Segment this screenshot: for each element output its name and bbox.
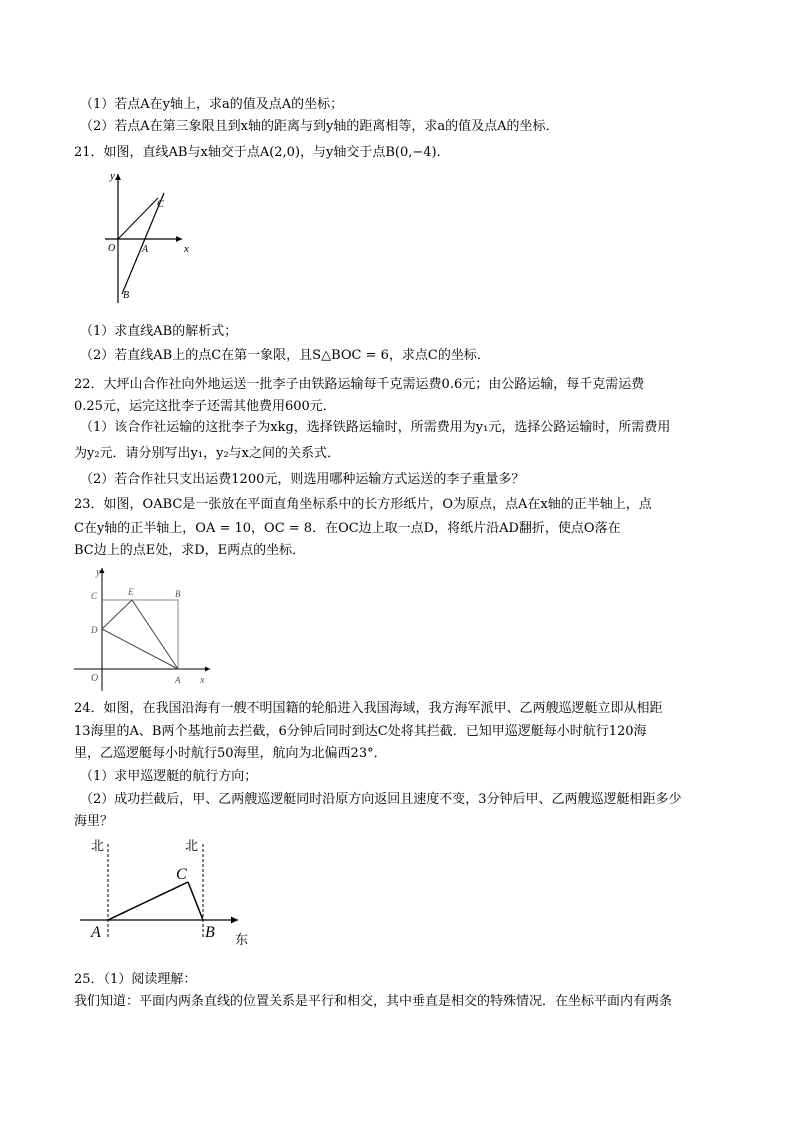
- q23-segment-ea: [132, 600, 178, 669]
- q22-line1: 22．大坪山合作社向外地运送一批李子由铁路运输每千克需运费0.6元；由公路运输，每千克需运费: [74, 377, 645, 392]
- q24-label-a: A: [91, 924, 101, 941]
- q21-segment-oc: [118, 198, 158, 239]
- q25-line2: 我们知道：平面内两条直线的位置关系是平行和相交，其中垂直是相交的特殊情况．在坐标平面内有两条: [74, 994, 673, 1009]
- q24-line3: 里，乙巡逻艇每小时航行50海里，航向为北偏西23°．: [74, 746, 387, 761]
- q23-label-x: x: [200, 675, 205, 686]
- q24-figure: [78, 834, 260, 952]
- q25-line1: 25．（1）阅读理解：: [74, 972, 197, 987]
- q23-label-y: y: [96, 567, 101, 578]
- q23-label-b: B: [175, 589, 181, 599]
- q24-label-c: C: [176, 866, 187, 883]
- q24-line4: （1）求甲巡逻艇的航行方向；: [80, 769, 258, 784]
- q24-east-arrow-icon: [231, 917, 238, 924]
- q23-label-d: D: [91, 625, 98, 635]
- q24-segment-cb: [188, 882, 203, 920]
- q24-label-north-b: 北: [185, 838, 199, 853]
- q21-stem: 21．如图，直线AB与x轴交于点A(2,0)，与y轴交于点B(0,−4)．: [74, 145, 450, 160]
- q23-segment-de: [102, 600, 132, 629]
- q24-label-b: B: [205, 924, 215, 941]
- q23-label-o: O: [91, 673, 99, 684]
- q23-line2: C在y轴的正半轴上，OA = 10，OC = 8．在OC边上取一点D，将纸片沿AD翻折，使点O落在: [74, 521, 621, 536]
- q24-line1: 24．如图，在我国沿海有一艘不明国籍的轮船进入我国海域，我方海军派甲、乙两艘巡逻艇立即从相距: [74, 701, 663, 716]
- q24-line2: 13海里的A、B两个基地前去拦截，6分钟后同时到达C处将其拦截．已知甲巡逻艇每小时航行120海: [74, 724, 647, 739]
- q24-label-east: 东: [235, 932, 249, 947]
- q20-part1: （1）若点A在y轴上，求a的值及点A的坐标；: [80, 97, 344, 112]
- q23-label-e: E: [128, 587, 134, 597]
- q20-part2: （2）若点A在第三象限且到x轴的距离与到y轴的距离相等，求a的值及点A的坐标．: [80, 119, 559, 134]
- q21-label-x: x: [184, 243, 189, 255]
- q22-line4: 为y₂元．请分别写出y₁，y₂与x之间的关系式．: [74, 446, 340, 461]
- q24-label-north-a: 北: [91, 838, 105, 853]
- q23-figure: [72, 563, 214, 693]
- q24-line5: （2）成功拦截后，甲、乙两艘巡逻艇同时沿原方向返回且速度不变，3分钟后甲、乙两艘巡逻艇相距多少: [80, 792, 682, 807]
- q22-line5: （2）若合作社只支出运费1200元，则选用哪种运输方式运送的李子重量多？: [80, 472, 525, 487]
- q24-line6: 海里？: [74, 814, 114, 829]
- q21-figure: [100, 166, 200, 311]
- q23-segment-da: [102, 629, 178, 669]
- q21-label-c: C: [157, 199, 164, 210]
- q22-line3: （1）该合作社运输的这批李子为xkg，选择铁路运输时，所需费用为y₁元，选择公路运输时，所需费用: [80, 420, 671, 435]
- q24-segment-ac: [108, 882, 188, 920]
- q21-label-a: A: [142, 244, 149, 255]
- q23-label-a: A: [175, 675, 181, 685]
- q23-line3: BC边上的点E处，求D，E两点的坐标．: [74, 543, 306, 558]
- q21-label-y: y: [110, 170, 115, 182]
- q23-line1: 23．如图，OABC是一张放在平面直角坐标系中的长方形纸片，O为原点，点A在x轴的正半轴上，点: [74, 497, 652, 512]
- q21-label-b: B: [123, 290, 130, 301]
- q21-x-arrow-icon: [176, 236, 182, 242]
- q23-label-c: C: [91, 591, 98, 601]
- q22-line2: 0.25元，运完这批李子还需其他费用600元．: [74, 399, 336, 414]
- q21-y-arrow-icon: [115, 174, 121, 180]
- q21-label-o: O: [108, 243, 116, 254]
- q21-part2: （2）若直线AB上的点C在第一象限，且S△BOC = 6，求点C的坐标．: [80, 348, 490, 363]
- q23-x-arrow-icon: [205, 667, 210, 672]
- q21-part1: （1）求直线AB的解析式；: [80, 324, 238, 339]
